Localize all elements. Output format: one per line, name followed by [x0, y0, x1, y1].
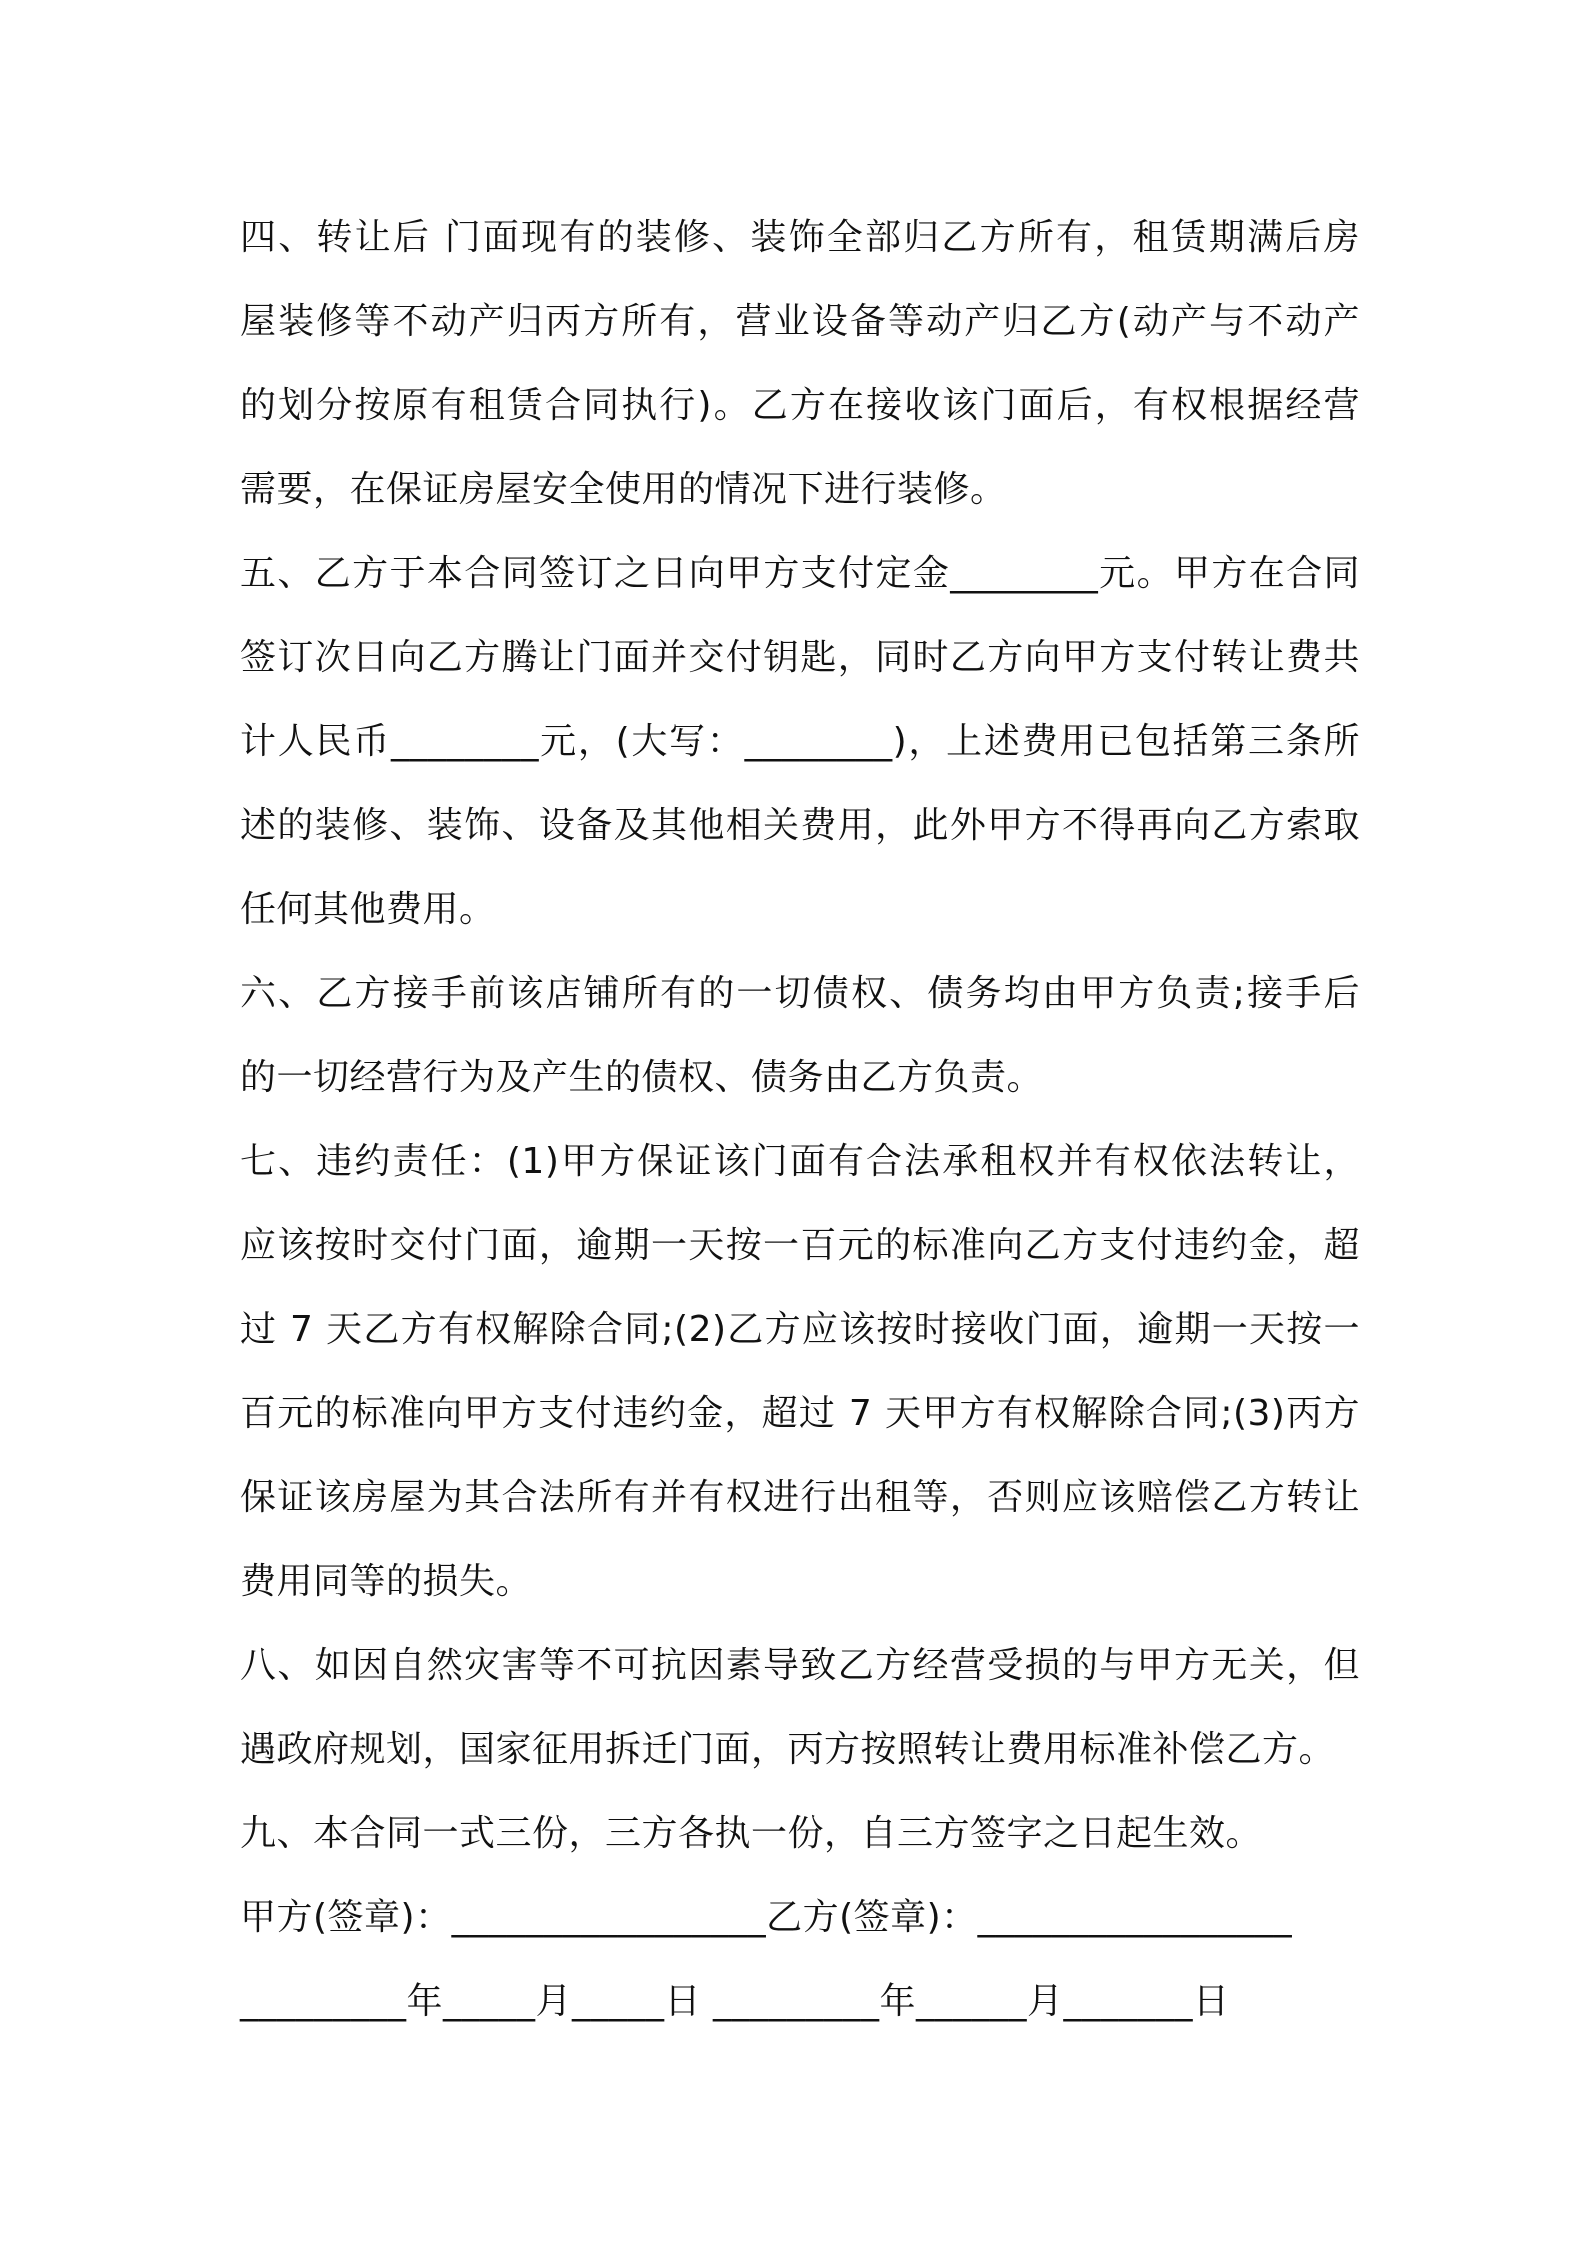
clause-8-line-1: 八、如因自然灾害等不可抗因素导致乙方经营受损的与甲方无关，但 [240, 1645, 1360, 1686]
clause-4-line-2: 屋装修等不动产归丙方所有，营业设备等动产归乙方(动产与不动产 [240, 301, 1360, 342]
clause-5-line-2: 签订次日向乙方腾让门面并交付钥匙，同时乙方向甲方支付转让费共 [240, 637, 1360, 678]
clause-7-line-3: 过 7 天乙方有权解除合同;(2)乙方应该按时接收门面，逾期一天按一 [240, 1309, 1360, 1350]
signature-parties-line: 甲方(签章)：_________________乙方(签章)：_________________ [240, 1897, 1293, 1938]
clause-4-line-1: 四、转让后 门面现有的装修、装饰全部归乙方所有，租赁期满后房 [240, 217, 1360, 258]
clause-8-line-2: 遇政府规划，国家征用拆迁门面，丙方按照转让费用标准补偿乙方。 [240, 1729, 1336, 1770]
clause-7 [240, 1120, 1360, 1624]
signature-block [240, 1876, 1360, 2044]
clause-5-line-5: 任何其他费用。 [240, 889, 496, 930]
clause-4-line-3: 的划分按原有租赁合同执行)。乙方在接收该门面后，有权根据经营 [240, 385, 1360, 426]
clause-6 [240, 952, 1360, 1120]
clause-4 [240, 196, 1360, 532]
signature-dates-line: _________年_____月_____日 _________年______月_______日 [240, 1981, 1230, 2022]
clause-4-line-4: 需要，在保证房屋安全使用的情况下进行装修。 [240, 469, 1007, 510]
clause-7-line-2: 应该按时交付门面，逾期一天按一百元的标准向乙方支付违约金，超 [240, 1225, 1360, 1266]
clause-9-line-1: 九、本合同一式三份，三方各执一份，自三方签字之日起生效。 [240, 1813, 1263, 1854]
clause-9 [240, 1792, 1360, 1876]
clause-5-line-4: 述的装修、装饰、设备及其他相关费用，此外甲方不得再向乙方索取 [240, 805, 1360, 846]
clause-7-line-6: 费用同等的损失。 [240, 1561, 533, 1602]
clause-7-line-1: 七、违约责任：(1)甲方保证该门面有合法承租权并有权依法转让， [240, 1141, 1360, 1182]
clause-6-line-1: 六、乙方接手前该店铺所有的一切债权、债务均由甲方负责;接手后 [240, 973, 1360, 1014]
clause-5-line-1: 五、乙方于本合同签订之日向甲方支付定金________元。甲方在合同 [240, 553, 1360, 594]
clause-5 [240, 532, 1360, 952]
clause-7-line-4: 百元的标准向甲方支付违约金，超过 7 天甲方有权解除合同;(3)丙方 [240, 1393, 1360, 1434]
clause-6-line-2: 的一切经营行为及产生的债权、债务由乙方负责。 [240, 1057, 1044, 1098]
clause-8 [240, 1624, 1360, 1792]
clause-7-line-5: 保证该房屋为其合法所有并有权进行出租等，否则应该赔偿乙方转让 [240, 1477, 1360, 1518]
clause-5-line-3: 计人民币________元，(大写：________)，上述费用已包括第三条所 [240, 721, 1360, 762]
contract-body [240, 196, 1360, 2044]
